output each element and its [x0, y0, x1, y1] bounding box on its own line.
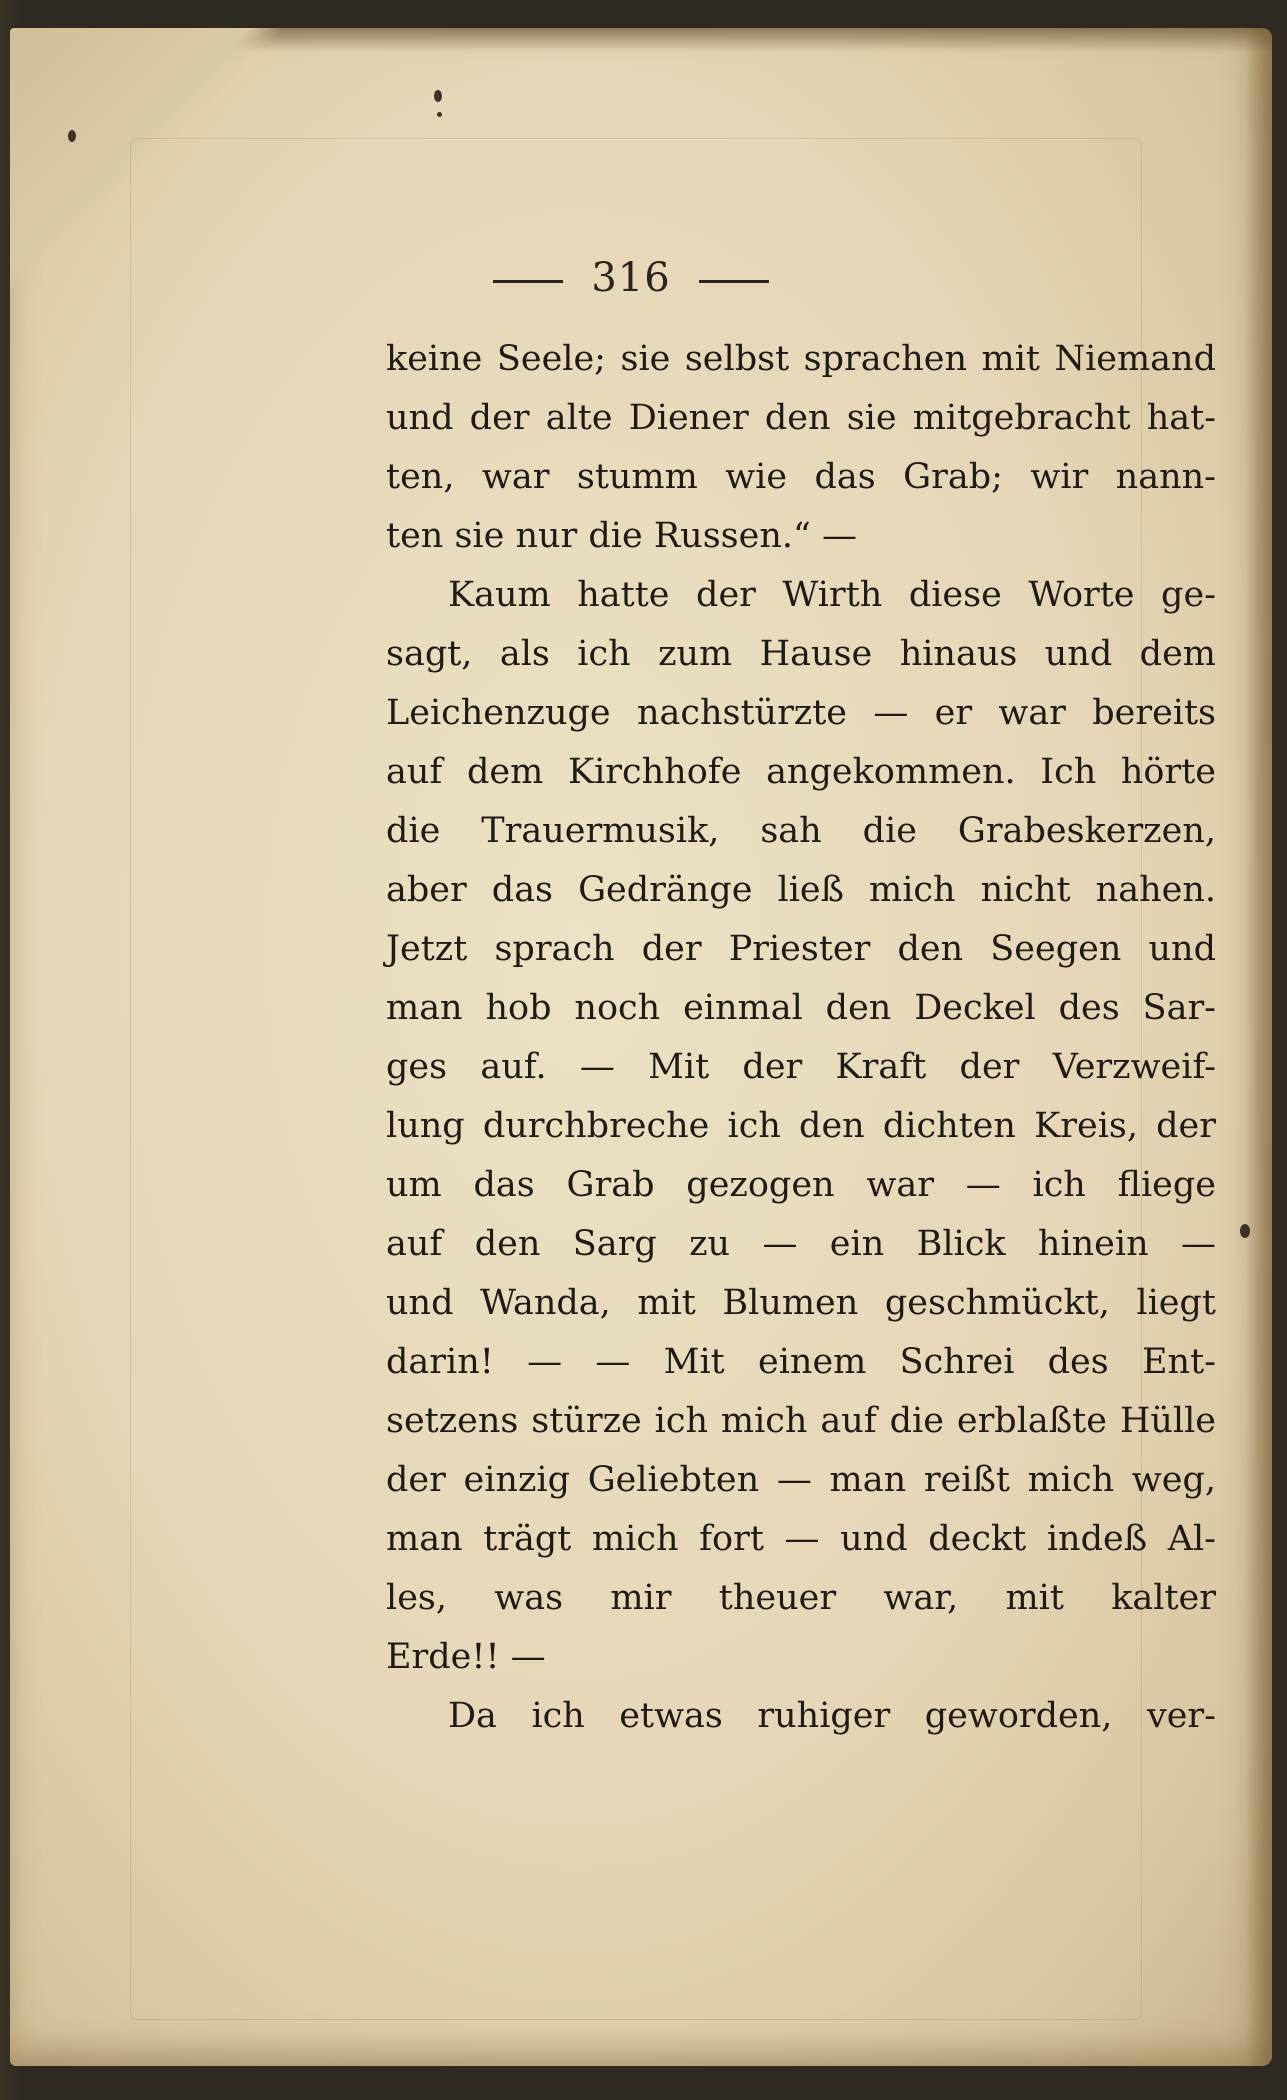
text-line: les, was mir theuer war, mit kalter: [386, 1578, 1216, 1618]
text-line: und Wanda, mit Blumen geschmückt, liegt: [386, 1283, 1216, 1323]
text-line: sagt, als ich zum Hause hinaus und dem: [386, 634, 1216, 674]
page-number: 316: [591, 255, 671, 301]
header-rule-left: [493, 280, 563, 283]
ink-spot: [434, 90, 442, 102]
text-line: auf dem Kirchhofe angekommen. Ich hörte: [386, 752, 1216, 792]
text-line: Da ich etwas ruhiger geworden, ver-: [448, 1696, 1216, 1736]
text-line: Kaum hatte der Wirth diese Worte ge-: [448, 575, 1216, 615]
text-line: setzens stürze ich mich auf die erblaßte Hülle: [386, 1401, 1216, 1441]
text-line: ges auf. — Mit der Kraft der Verzweif-: [386, 1047, 1216, 1087]
text-line: aber das Gedränge ließ mich nicht nahen.: [386, 870, 1216, 910]
page-right-edge: [1246, 28, 1272, 2066]
text-line: ten sie nur die Russen.“ —: [386, 516, 858, 556]
text-line: lung durchbreche ich den dichten Kreis, der: [386, 1106, 1216, 1146]
page-header: [0, 255, 1262, 301]
text-line: auf den Sarg zu — ein Blick hinein —: [386, 1224, 1216, 1264]
text-line: Erde!! —: [386, 1637, 546, 1677]
header-rule-right: [699, 280, 769, 283]
body-text: [386, 330, 1216, 1746]
text-line: man hob noch einmal den Deckel des Sar-: [386, 988, 1216, 1028]
ink-spot: [1240, 1224, 1250, 1238]
text-line: darin! — — Mit einem Schrei des Ent-: [386, 1342, 1216, 1382]
text-line: Leichenzuge nachstürzte — er war bereits: [386, 693, 1216, 733]
ink-spot: [68, 130, 76, 142]
text-line: um das Grab gezogen war — ich fliege: [386, 1165, 1216, 1205]
text-line: keine Seele; sie selbst sprachen mit Niemand: [386, 339, 1216, 379]
text-line: die Trauermusik, sah die Grabeskerzen,: [386, 811, 1216, 851]
ink-spot: [437, 112, 442, 117]
text-line: und der alte Diener den sie mitgebracht hat-: [386, 398, 1216, 438]
text-line: Jetzt sprach der Priester den Seegen und: [386, 929, 1216, 969]
text-line: man trägt mich fort — und deckt indeß Al-: [386, 1519, 1216, 1559]
text-line: ten, war stumm wie das Grab; wir nann-: [386, 457, 1216, 497]
text-line: der einzig Geliebten — man reißt mich weg,: [386, 1460, 1216, 1500]
